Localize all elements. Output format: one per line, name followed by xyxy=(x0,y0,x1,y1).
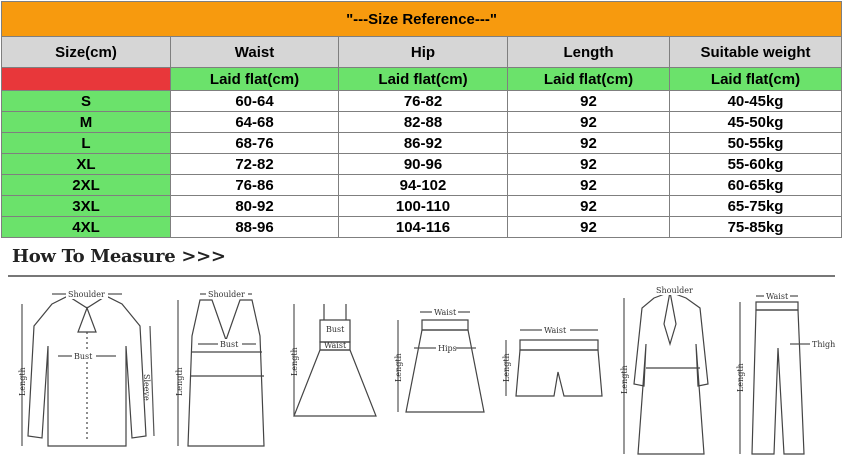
table-row xyxy=(2,112,842,133)
tank-top-measure-icon xyxy=(168,286,278,462)
weight-cell: 45-50kg xyxy=(670,112,842,133)
length-cell: 92 xyxy=(508,133,670,154)
blouse-measure-icon xyxy=(8,286,166,462)
hip-cell: 86-92 xyxy=(339,133,508,154)
length-cell: 92 xyxy=(508,196,670,217)
subheader-waist: Laid flat(cm) xyxy=(171,68,339,91)
length-label: Length xyxy=(620,365,629,394)
subheader-hip: Laid flat(cm) xyxy=(339,68,508,91)
section-divider xyxy=(8,275,835,277)
table-header-row xyxy=(2,37,842,68)
table-row xyxy=(2,196,842,217)
size-cell: 4XL xyxy=(2,217,171,238)
weight-cell: 60-65kg xyxy=(670,175,842,196)
bust-label: Bust xyxy=(220,340,239,349)
waist-cell: 72-82 xyxy=(171,154,339,175)
waist-cell: 88-96 xyxy=(171,217,339,238)
table-row xyxy=(2,91,842,112)
header-size: Size(cm) xyxy=(2,37,171,68)
subheader-blank xyxy=(2,68,171,91)
length-label: Length xyxy=(502,353,511,382)
header-waist: Waist xyxy=(171,37,339,68)
length-cell: 92 xyxy=(508,154,670,175)
size-reference-table xyxy=(1,1,842,238)
weight-cell: 65-75kg xyxy=(670,196,842,217)
subheader-weight: Laid flat(cm) xyxy=(670,68,842,91)
size-cell: XL xyxy=(2,154,171,175)
waist-cell: 80-92 xyxy=(171,196,339,217)
shorts-measure-icon xyxy=(498,312,610,462)
sleeve-label: Sleeve xyxy=(142,374,151,401)
dress-measure-icon xyxy=(284,298,384,462)
thigh-label: Thigh xyxy=(812,340,836,349)
waist-label: Waist xyxy=(766,292,789,301)
coat-measure-icon xyxy=(616,284,726,462)
size-cell: M xyxy=(2,112,171,133)
table-title-row xyxy=(2,2,842,37)
hip-cell: 76-82 xyxy=(339,91,508,112)
table-title: "---Size Reference---" xyxy=(2,2,842,37)
length-label: Length xyxy=(175,367,184,396)
weight-cell: 75-85kg xyxy=(670,217,842,238)
weight-cell: 55-60kg xyxy=(670,154,842,175)
header-hip: Hip xyxy=(339,37,508,68)
skirt-measure-icon xyxy=(392,300,492,462)
waist-label: Waist xyxy=(324,341,347,350)
shoulder-label: Shoulder xyxy=(68,290,105,299)
bust-label: Bust xyxy=(326,325,345,334)
waist-label: Waist xyxy=(544,326,567,335)
length-cell: 92 xyxy=(508,175,670,196)
length-label: Length xyxy=(736,363,745,392)
length-cell: 92 xyxy=(508,91,670,112)
header-length: Length xyxy=(508,37,670,68)
how-to-measure-heading: How To Measure >>> xyxy=(12,246,226,267)
size-cell: L xyxy=(2,133,171,154)
waist-cell: 64-68 xyxy=(171,112,339,133)
hip-cell: 90-96 xyxy=(339,154,508,175)
hip-cell: 100-110 xyxy=(339,196,508,217)
length-cell: 92 xyxy=(508,217,670,238)
shoulder-label: Shoulder xyxy=(208,290,245,299)
waist-cell: 60-64 xyxy=(171,91,339,112)
size-cell: 2XL xyxy=(2,175,171,196)
pants-measure-icon xyxy=(730,288,836,462)
waist-cell: 76-86 xyxy=(171,175,339,196)
table-row xyxy=(2,175,842,196)
table-row xyxy=(2,154,842,175)
weight-cell: 50-55kg xyxy=(670,133,842,154)
hips-label: Hips xyxy=(438,344,457,353)
length-label: Length xyxy=(18,367,27,396)
shoulder-label: Shoulder xyxy=(656,286,693,295)
table-row xyxy=(2,217,842,238)
how-to-measure-section xyxy=(0,238,843,465)
waist-label: Waist xyxy=(434,308,457,317)
header-weight: Suitable weight xyxy=(670,37,842,68)
hip-cell: 94-102 xyxy=(339,175,508,196)
size-cell: 3XL xyxy=(2,196,171,217)
hip-cell: 82-88 xyxy=(339,112,508,133)
hip-cell: 104-116 xyxy=(339,217,508,238)
subheader-length: Laid flat(cm) xyxy=(508,68,670,91)
waist-cell: 68-76 xyxy=(171,133,339,154)
length-label: Length xyxy=(290,347,299,376)
size-cell: S xyxy=(2,91,171,112)
length-label: Length xyxy=(394,353,403,382)
table-row xyxy=(2,133,842,154)
table-subheader-row xyxy=(2,68,842,91)
weight-cell: 40-45kg xyxy=(670,91,842,112)
bust-label: Bust xyxy=(74,352,93,361)
length-cell: 92 xyxy=(508,112,670,133)
